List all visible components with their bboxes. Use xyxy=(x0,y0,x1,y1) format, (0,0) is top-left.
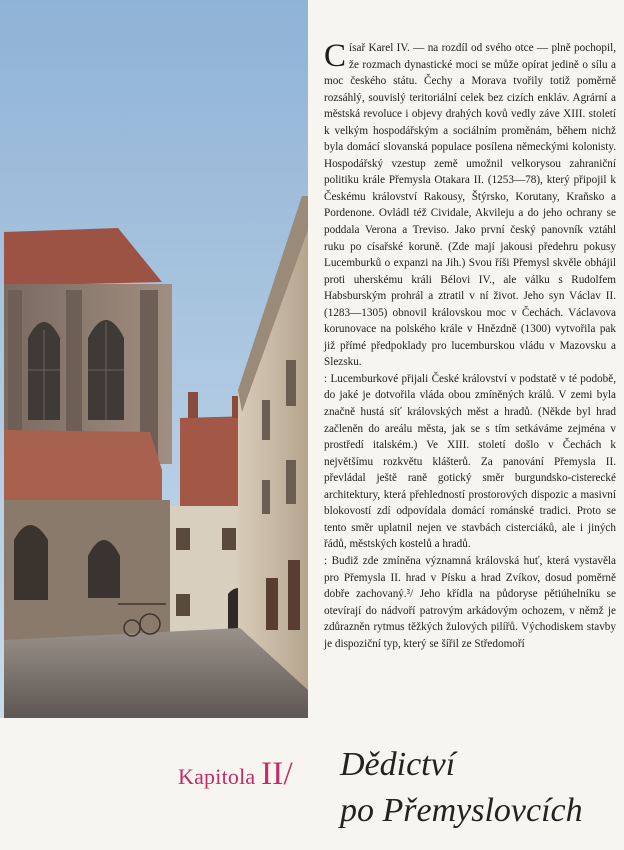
drop-cap: C xyxy=(324,38,347,74)
paragraph-1-text: ísař Karel IV. — na rozdíl od svého otce — plně pochopil, že rozmach dynastické moci se může opírat jedině o sílu a moc českého státu. Čechy a Morava tvořily totiž poměrně rozsáhlý, souvislý teritoriální celek bez cizích enkláv. Agrární a městská revoluce i objevy drahých kovů vedly záve XIII. století k velkým hospodářským a sociálním proměnám, během nichž byla domácí slovanská populace posílena německými kolonisty. Hospodářský vzestup země umožnil velkorysou zahraniční politiku krále Přemysla Otakara II. (1253—78), který připojil k Českému království Rakousy, Štýrsko, Korutany, Kraňsko a Pordenone. Ovládl též Cividale, Akvileju a do jeho ochrany se poddala Verona a Treviso. Jako první český panovník vztáhl ruku po císařské koruně. (Zde mají jakousi předehru pokusy Lucemburků o expanzi na Jih.) Svou říši Přemysl skvěle obhájil proti uherskému králi Bélovi IV., ale válku s Rudolfem Habsburským prohrál a ztratil v ní život. Jeho syn Václav II. (1283—1305) obnovil královskou moc v Čechách. Václavova korunovace na polského krále v Hnězdně (1300) vytvořila pak již přímé předpoklady pro lucemburskou vládu v Mazovsku a Slezsku. xyxy=(324,42,616,369)
chapter-label-word: Kapitola xyxy=(178,764,256,789)
cover-photo xyxy=(0,0,308,718)
chapter-number: II/ xyxy=(261,756,293,792)
chapter-title-line-2: po Přemyslovcích xyxy=(340,792,583,829)
article-body xyxy=(324,40,616,652)
paragraph-3: : Budiž zde zmíněna významná královská huť, která vystavěla pro Přemysla II. hrad v Písku a hrad Zvíkov, dosud poměrně dobře zachovaný.³/ Jeho křídla na půdoryse pětiúhelníku se otevírají do nádvoří patrovým arkádovým ochozem, v němž je zdůrazněn rytmus těžkých žulových pilířů. Východiskem stavby je dispoziční typ, který se šířil ze Středomoří xyxy=(324,554,616,650)
paragraph-1 xyxy=(324,40,616,371)
chapter-title xyxy=(340,742,620,834)
photo-courtyard-church xyxy=(0,0,308,718)
chapter-label xyxy=(178,756,293,793)
paragraph-2: : Lucemburkové přijali České království v podstatě v té podobě, do jaké je dotvořila vláda obou zmíněných králů. V zemi byla značně hustá síť královských měst a hradů. (Někde byl hrad začleněn do areálu města, jak se s tím setkáváme zejména v prostředí italském.) Ve XIII. století došlo v Čechách k největšímu rozkvětu klášterů. Za panování Přemysla II. převládal ještě raně gotický směr burgundsko-cisterecké architektury, která přehledností prostorových dispozic a masivní blokovostí zdí odpovídala domácí románské tradici. Proto se tento směr uplatnil nejen ve stavbách cisterciáků, ale i jiných řádů, městských kostelů a hradů. xyxy=(324,372,616,551)
chapter-title-line-1: Dědictví xyxy=(340,746,456,783)
